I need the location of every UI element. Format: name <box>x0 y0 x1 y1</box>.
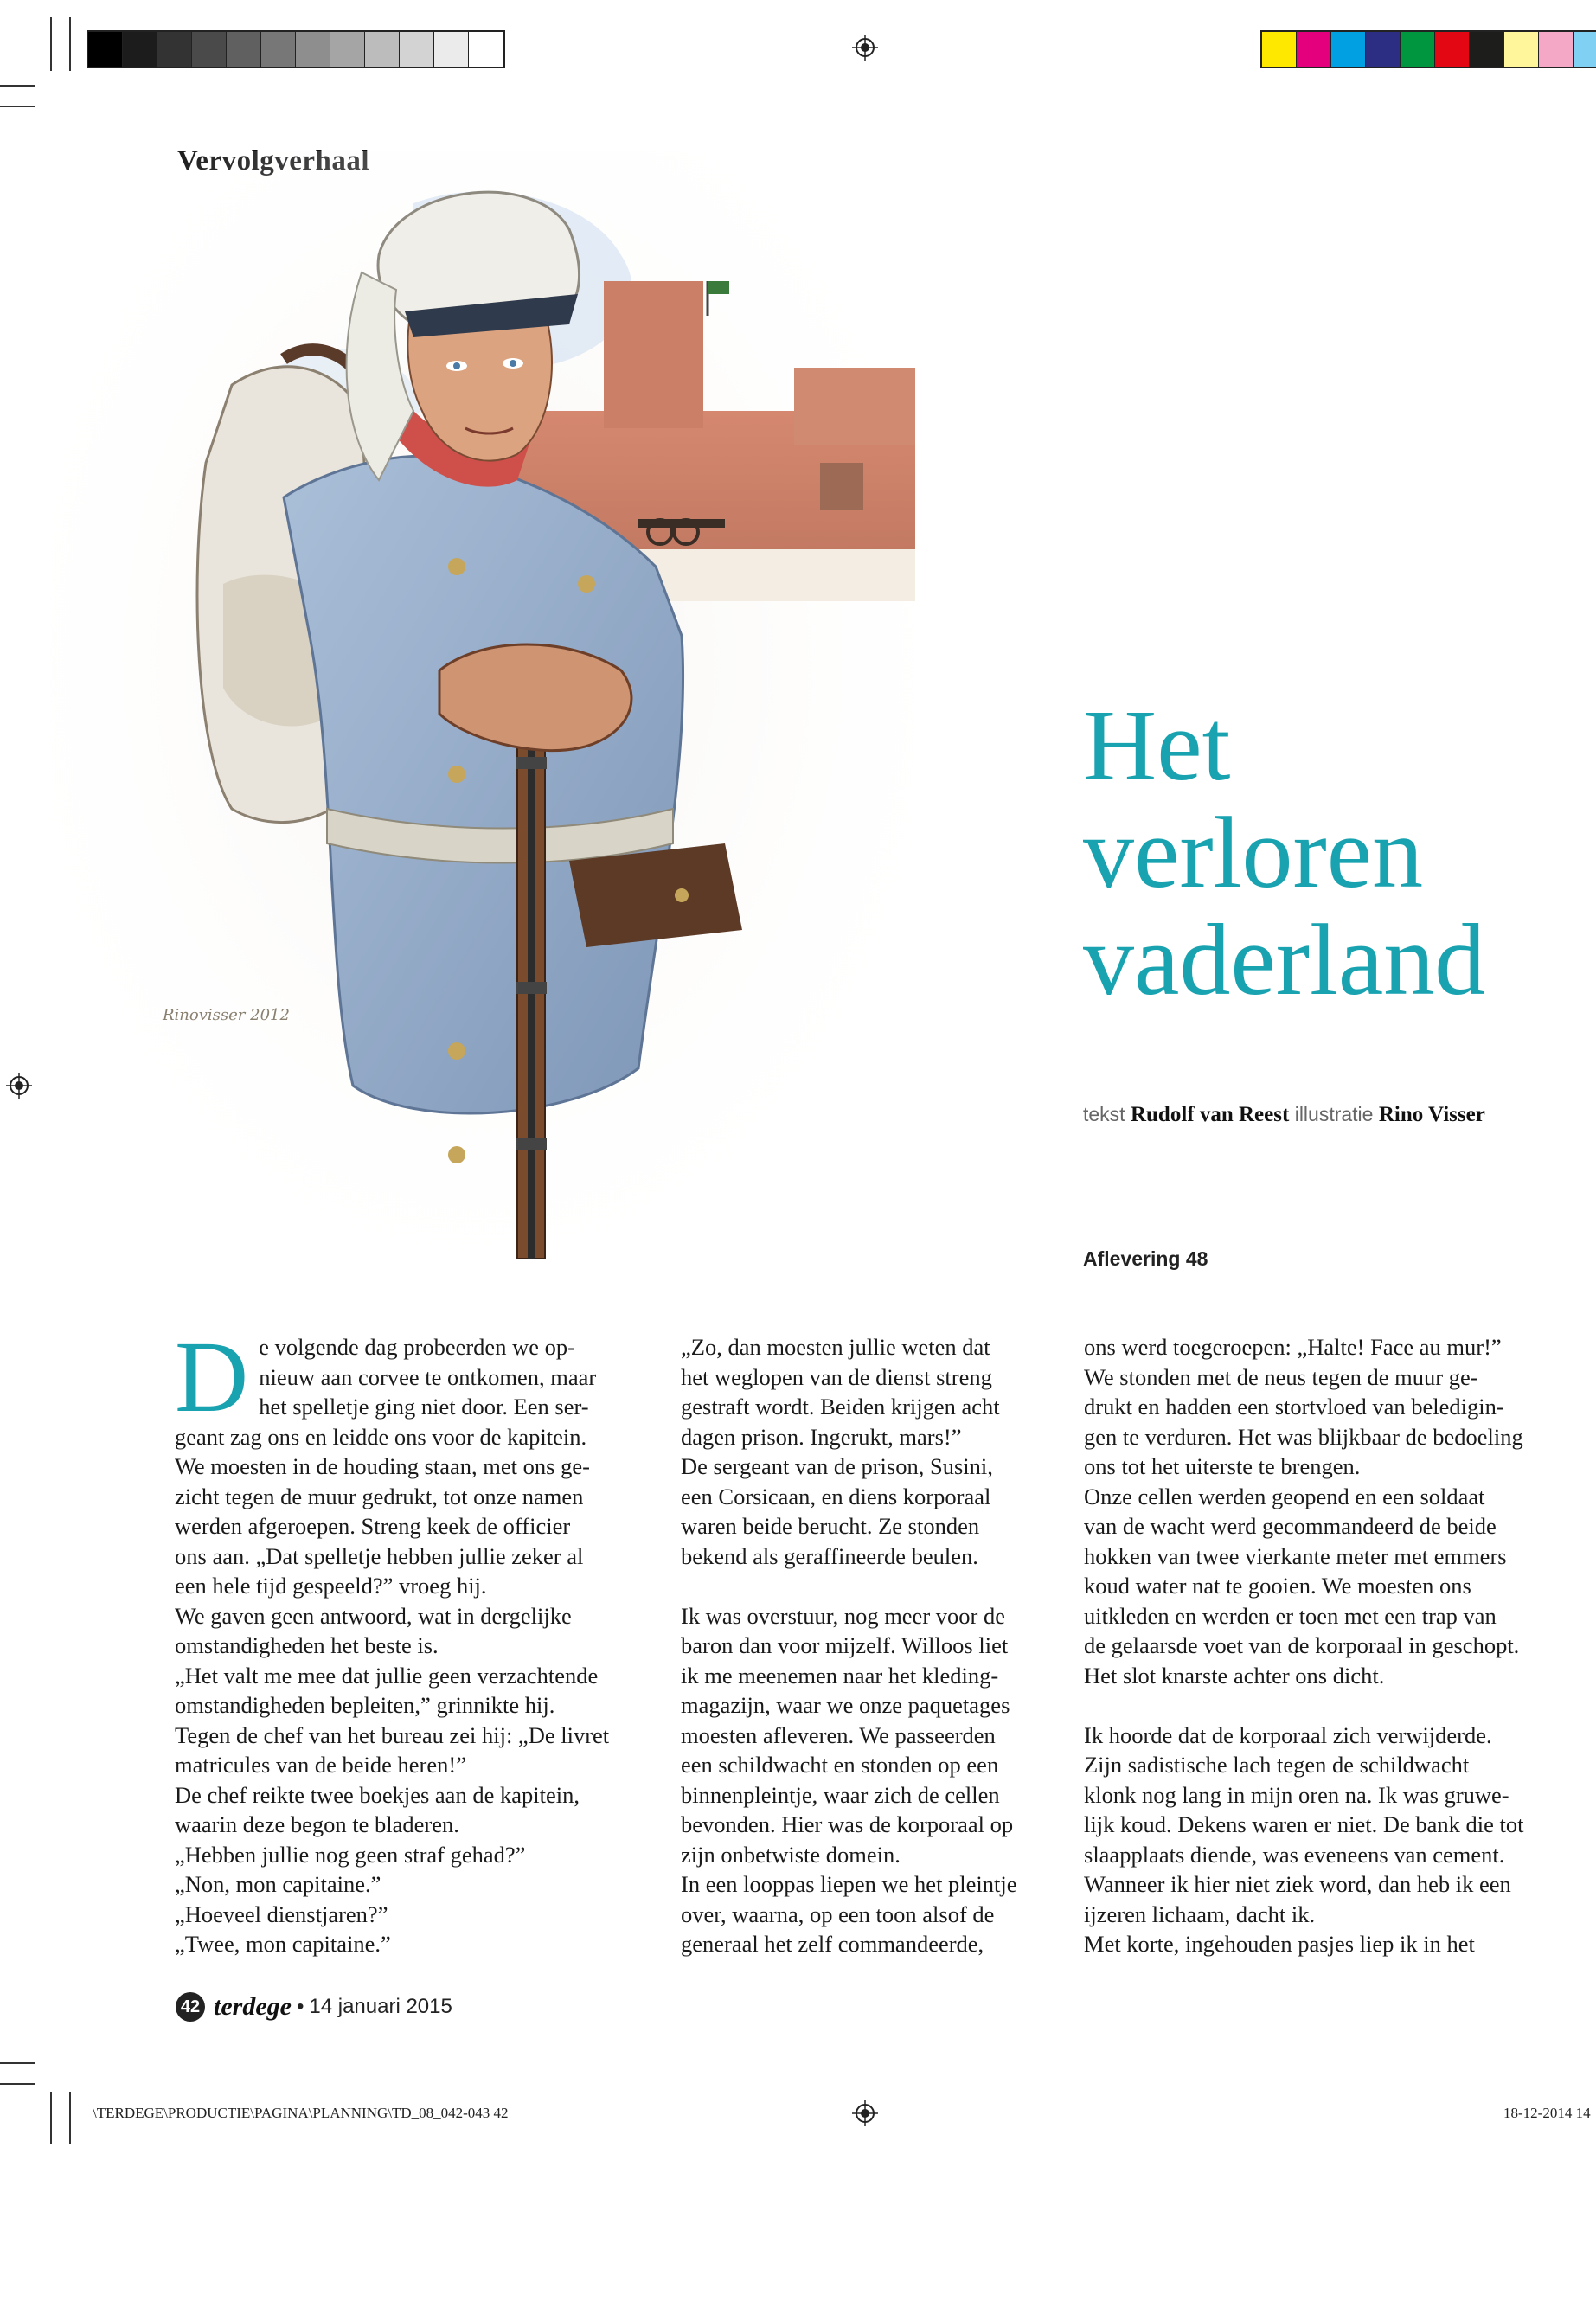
body-line: Met korte, ingehouden pasjes liep ik in het <box>1084 1931 1475 1957</box>
body-line: matricules van de beide heren!” <box>175 1752 466 1778</box>
credit-text-label: tekst <box>1083 1103 1125 1125</box>
color-swatch <box>1366 32 1401 67</box>
body-line: Ik was overstuur, nog meer voor de <box>681 1602 1005 1629</box>
body-line: „Hoeveel dienstjaren?” <box>175 1900 388 1927</box>
body-line: „Twee, mon capitaine.” <box>175 1931 391 1957</box>
body-line: een hele tijd gespeeld?” vroeg hij. <box>175 1573 487 1599</box>
body-line: Zijn sadistische lach tegen de schildwacht <box>1084 1752 1470 1778</box>
page-number: 42 <box>176 1992 205 2022</box>
gray-swatch <box>469 32 503 67</box>
gray-swatch <box>157 32 192 67</box>
body-line: het spelletje ging niet door. Een ser- <box>259 1394 589 1420</box>
body-column-3 <box>1084 1332 1524 1959</box>
body-line: baron dan voor mijzelf. Willoos liet <box>681 1632 1009 1658</box>
body-line: binnenpleintje, waar zich de cellen <box>681 1781 1000 1808</box>
body-line: werden afgeroepen. Streng keek de officier <box>175 1513 571 1539</box>
page-folio <box>176 1992 452 2022</box>
body-line: „Zo, dan moesten jullie weten dat <box>681 1334 990 1360</box>
body-line: koud water nat te gooien. We moesten ons <box>1084 1573 1471 1599</box>
crop-mark-top-left-v2 <box>69 17 71 71</box>
color-swatch <box>1470 32 1504 67</box>
grayscale-color-bar <box>87 30 505 68</box>
crop-mark-left-bottom-h1 <box>0 2062 35 2064</box>
body-line: ons werd toegeroepen: „Halte! Face au mur!” <box>1084 1334 1502 1360</box>
paragraph-gap <box>681 1571 1113 1601</box>
gray-swatch <box>88 32 123 67</box>
body-line: het weglopen van de dienst streng <box>681 1363 992 1390</box>
print-slug-path: \TERDEGE\PRODUCTIE\PAGINA\PLANNING\TD_08_042-043 42 <box>93 2105 509 2121</box>
body-line: zijn onbetwiste domein. <box>681 1841 901 1868</box>
credit-illustrator: Rino Visser <box>1378 1103 1485 1126</box>
body-line: de gelaarsde voet van de korporaal in geschopt. <box>1084 1632 1520 1658</box>
body-line: bekend als geraffineerde beulen. <box>681 1542 978 1569</box>
gray-swatch <box>261 32 296 67</box>
color-swatch <box>1539 32 1574 67</box>
body-line: „Het valt me mee dat jullie geen verzachtende <box>175 1662 599 1689</box>
gray-swatch <box>434 32 469 67</box>
gray-swatch <box>192 32 227 67</box>
body-line: nieuw aan corvee te ontkomen, maar <box>259 1363 597 1390</box>
crop-mark-left-h1 <box>0 85 35 87</box>
body-line: dagen prison. Ingerukt, mars!” <box>681 1423 962 1450</box>
body-line: Onze cellen werden geopend en een soldaat <box>1084 1483 1485 1509</box>
color-swatch <box>1401 32 1435 67</box>
process-color-bar <box>1260 30 1596 68</box>
registration-mark-left <box>6 1073 32 1099</box>
body-line: ons tot het uiterste te brengen. <box>1084 1453 1361 1479</box>
credit-illustration-label: illustratie <box>1294 1103 1374 1125</box>
body-line: lijk koud. Dekens waren er niet. De bank die tot <box>1084 1811 1524 1837</box>
body-line: van de wacht werd gecommandeerd de beide <box>1084 1513 1497 1539</box>
registration-mark-bottom <box>852 2100 878 2126</box>
body-line: De sergeant van de prison, Susini, <box>681 1453 993 1479</box>
body-line: bevonden. Hier was de korporaal op <box>681 1811 1014 1837</box>
body-line: klonk nog lang in mijn oren na. Ik was gruwe- <box>1084 1781 1509 1808</box>
issue-date: 14 januari 2015 <box>309 1995 452 2018</box>
gray-swatch <box>296 32 330 67</box>
body-line: ijzeren lichaam, dacht ik. <box>1084 1900 1316 1927</box>
body-line: magazijn, waar we onze paquetages <box>681 1692 1010 1718</box>
title-line: Het <box>1083 689 1231 802</box>
body-line: generaal het zelf commandeerde, <box>681 1931 984 1957</box>
body-line: We stonden met de neus tegen de muur ge- <box>1084 1363 1478 1390</box>
body-line: In een looppas liepen we het pleintje <box>681 1871 1017 1897</box>
body-line: gen te verduren. Het was blijkbaar de bedoeling <box>1084 1423 1523 1450</box>
crop-mark-bottom-left-v <box>50 2092 52 2144</box>
body-line: waren beide berucht. Ze stonden <box>681 1513 980 1539</box>
print-slug-date: 18-12-2014 14 <box>1503 2105 1591 2121</box>
gray-swatch <box>123 32 157 67</box>
body-line: hokken van twee vierkante meter met emmers <box>1084 1542 1507 1569</box>
credit-author: Rudolf van Reest <box>1130 1103 1290 1126</box>
crop-mark-bottom-left-v2 <box>69 2092 71 2144</box>
body-line: Het slot knarste achter ons dicht. <box>1084 1662 1385 1689</box>
body-column-1 <box>175 1320 610 1959</box>
body-line: „Hebben jullie nog geen straf gehad?” <box>175 1841 526 1868</box>
body-line: „Non, mon capitaine.” <box>175 1871 381 1897</box>
body-line: We moesten in de houding staan, met ons ge- <box>175 1453 590 1479</box>
color-swatch <box>1435 32 1470 67</box>
body-line: over, waarna, op een toon alsof de <box>681 1900 995 1927</box>
color-swatch <box>1574 32 1596 67</box>
color-swatch <box>1331 32 1366 67</box>
body-line: omstandigheden bepleiten,” grinnikte hij. <box>175 1692 555 1718</box>
body-line: geant zag ons en leidde ons voor de kapitein. <box>175 1423 587 1450</box>
color-swatch <box>1504 32 1539 67</box>
paragraph-gap <box>1084 1690 1516 1721</box>
body-line: uitkleden en werden er toen met een trap van <box>1084 1602 1497 1629</box>
body-line: ons aan. „Dat spelletje hebben jullie zeker al <box>175 1542 584 1569</box>
body-line: Ik hoorde dat de korporaal zich verwijderde. <box>1084 1721 1492 1748</box>
magazine-logo: terdege <box>214 1992 292 2021</box>
body-line: We gaven geen antwoord, wat in dergelijke <box>175 1602 572 1629</box>
title-line: verloren <box>1083 796 1424 909</box>
body-line: gestraft wordt. Beiden krijgen acht <box>681 1394 1000 1420</box>
article-title <box>1083 689 1576 1016</box>
color-swatch <box>1297 32 1331 67</box>
body-line: De chef reikte twee boekjes aan de kapitein, <box>175 1781 580 1808</box>
article-credits <box>1083 1103 1485 1127</box>
body-line: omstandigheden het beste is. <box>175 1632 439 1658</box>
drop-cap: D <box>175 1320 249 1433</box>
body-line: slaapplaats diende, was eveneens van cement. <box>1084 1841 1505 1868</box>
crop-mark-top-left-v <box>50 17 52 71</box>
registration-mark-top <box>852 35 878 61</box>
body-line: e volgende dag probeerden we op- <box>259 1334 575 1360</box>
body-line: waarin deze begon te bladeren. <box>175 1811 459 1837</box>
body-line: zicht tegen de muur gedrukt, tot onze namen <box>175 1483 584 1509</box>
soldier-illustration <box>50 151 915 1285</box>
illustration-signature: Rinovisser 2012 <box>163 1006 290 1024</box>
body-line: Tegen de chef van het bureau zei hij: „De livret <box>175 1721 610 1748</box>
gray-swatch <box>365 32 400 67</box>
title-line: vaderland <box>1083 903 1486 1016</box>
body-line: een Corsicaan, en diens korporaal <box>681 1483 991 1509</box>
body-column-2 <box>681 1332 1113 1959</box>
body-line: moesten afleveren. We passeerden <box>681 1721 996 1748</box>
gray-swatch <box>227 32 261 67</box>
body-line: ik me meenemen naar het kleding- <box>681 1662 999 1689</box>
folio-bullet: • <box>296 1995 304 2018</box>
color-swatch <box>1262 32 1297 67</box>
body-line: drukt en hadden een stortvloed van beledigin- <box>1084 1394 1504 1420</box>
gray-swatch <box>400 32 434 67</box>
body-line: een schildwacht en stonden op een <box>681 1752 999 1778</box>
crop-mark-left-bottom-h2 <box>0 2083 35 2085</box>
episode-label: Aflevering 48 <box>1083 1247 1208 1270</box>
crop-mark-left-h2 <box>0 106 35 107</box>
gray-swatch <box>330 32 365 67</box>
body-line: Wanneer ik hier niet ziek word, dan heb ik een <box>1084 1871 1511 1897</box>
